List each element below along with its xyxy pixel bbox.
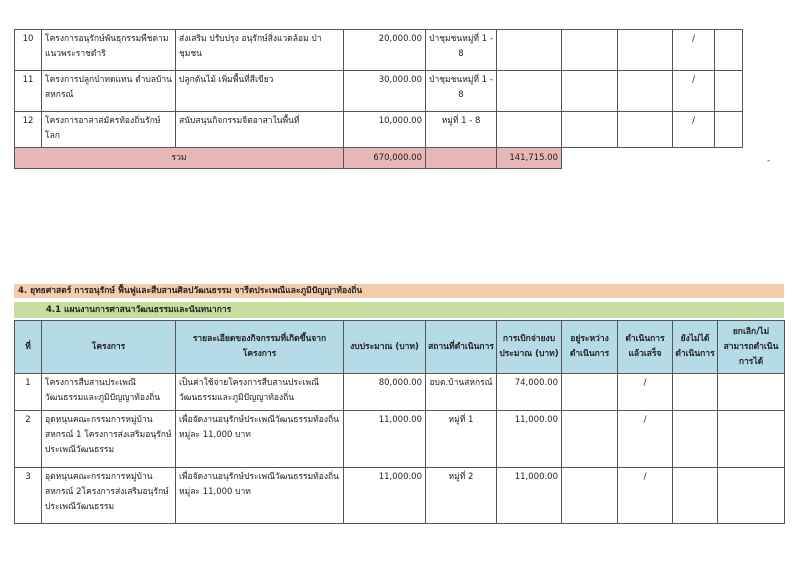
- total-spent: 141,715.00: [497, 148, 562, 169]
- header-place: สถานที่ดำเนินการ: [426, 321, 497, 374]
- in-progress-cell: [562, 411, 618, 468]
- not-yet-cell: [673, 374, 718, 411]
- table-row: [15, 30, 743, 71]
- project-name: โครงการอนุรักษ์พันธุกรรมพืชตามแนวพระราชดำริ: [42, 30, 176, 71]
- row-number: 3: [15, 468, 42, 524]
- total-budget: 670,000.00: [344, 148, 426, 169]
- row-number: 1: [15, 374, 42, 411]
- cancelled-cell: [715, 30, 743, 71]
- table-row: [15, 71, 743, 112]
- done-cell: [618, 71, 673, 112]
- spent-cell: [497, 112, 562, 148]
- table-row: [15, 468, 785, 524]
- total-label: รวม: [15, 148, 344, 169]
- project-detail: เป็นค่าใช้จ่ายโครงการสืบสานประเพณีวัฒนธรรมและภูมิปัญญาท้องถิ่น: [176, 374, 344, 411]
- row-number: 11: [15, 71, 42, 112]
- total-row: [15, 148, 743, 169]
- budget-cell: 11,000.00: [344, 411, 426, 468]
- not-yet-cell: [673, 411, 718, 468]
- project-name: อุดหนุนคณะกรรมการหมู่บ้านสหกรณ์ 1 โครงการส่งเสริมอนุรักษ์ประเพณีวัฒนธรรม: [42, 411, 176, 468]
- total-place-cell: [426, 148, 497, 169]
- done-cell: /: [618, 374, 673, 411]
- cancelled-cell: [718, 374, 785, 411]
- cancelled-cell: [718, 468, 785, 524]
- place-cell: หมู่ที่ 2: [426, 468, 497, 524]
- row-number: 10: [15, 30, 42, 71]
- header-detail: รายละเอียดของกิจกรรมที่เกิดขึ้นจากโครงการ: [176, 321, 344, 374]
- in-progress-cell: [562, 374, 618, 411]
- budget-cell: 11,000.00: [344, 468, 426, 524]
- place-cell: ป่าชุมชนหมู่ที่ 1 - 8: [426, 71, 497, 112]
- top-table: [14, 29, 743, 169]
- project-detail: ปลูกต้นไม้ เพิ่มพื้นที่สีเขียว: [176, 71, 344, 112]
- spent-cell: 11,000.00: [497, 411, 562, 468]
- done-cell: [618, 112, 673, 148]
- project-name: โครงการปลูกป่าทดแทน ตำบลบ้านสหกรณ์: [42, 71, 176, 112]
- budget-cell: 30,000.00: [344, 71, 426, 112]
- trailing-dash: -: [767, 156, 771, 166]
- place-cell: หมู่ที่ 1: [426, 411, 497, 468]
- budget-cell: 80,000.00: [344, 374, 426, 411]
- cancelled-cell: [715, 71, 743, 112]
- project-name: โครงการอาสาสมัครท้องถิ่นรักษ์โลก: [42, 112, 176, 148]
- header-not-yet: ยังไม่ได้ดำเนินการ: [673, 321, 718, 374]
- in-progress-cell: [562, 30, 618, 71]
- not-yet-cell: /: [673, 30, 715, 71]
- not-yet-cell: /: [673, 71, 715, 112]
- not-yet-cell: [673, 468, 718, 524]
- budget-cell: 20,000.00: [344, 30, 426, 71]
- spent-cell: [497, 71, 562, 112]
- cancelled-cell: [715, 112, 743, 148]
- section-title: 4. ยุทธศาสตร์ การอนุรักษ์ ฟื้นฟูและสืบสานศิลปวัฒนธรรม จารีตประเพณีและภูมิปัญญาท้องถิ่น: [14, 284, 784, 298]
- place-cell: หมู่ที่ 1 - 8: [426, 112, 497, 148]
- row-number: 2: [15, 411, 42, 468]
- table-row: [15, 112, 743, 148]
- project-detail: สนับสนุนกิจกรรมจิตอาสาในพื้นที่: [176, 112, 344, 148]
- in-progress-cell: [562, 71, 618, 112]
- header-project: โครงการ: [42, 321, 176, 374]
- table-row: [15, 411, 785, 468]
- spent-cell: 74,000.00: [497, 374, 562, 411]
- header-in-progress: อยู่ระหว่างดำเนินการ: [562, 321, 618, 374]
- not-yet-cell: /: [673, 112, 715, 148]
- done-cell: /: [618, 468, 673, 524]
- header-no: ที่: [15, 321, 42, 374]
- done-cell: [618, 30, 673, 71]
- spent-cell: 11,000.00: [497, 468, 562, 524]
- subsection-title: 4.1 แผนงานการศาสนาวัฒนธรรมและนันทนาการ: [14, 302, 784, 318]
- place-cell: ป่าชุมชนหมู่ที่ 1 - 8: [426, 30, 497, 71]
- table-row: [15, 374, 785, 411]
- project-detail: ส่งเสริม ปรับปรุง อนุรักษ์สิ่งแวดล้อม ป่าชุมชน: [176, 30, 344, 71]
- header-done: ดำเนินการแล้วเสร็จ: [618, 321, 673, 374]
- cancelled-cell: [718, 411, 785, 468]
- place-cell: อบต.บ้านสหกรณ์: [426, 374, 497, 411]
- spent-cell: [497, 30, 562, 71]
- in-progress-cell: [562, 468, 618, 524]
- header-budget: งบประมาณ (บาท): [344, 321, 426, 374]
- header-spent: การเบิกจ่ายงบประมาณ (บาท): [497, 321, 562, 374]
- header-cancelled: ยกเลิก/ไม่สามารถดำเนินการได้: [718, 321, 785, 374]
- row-number: 12: [15, 112, 42, 148]
- project-detail: เพื่อจัดงานอนุรักษ์ประเพณีวัฒนธรรมท้องถิ่นหมู่ละ 11,000 บาท: [176, 411, 344, 468]
- done-cell: /: [618, 411, 673, 468]
- header-row: [15, 321, 785, 374]
- bottom-table: [14, 320, 785, 524]
- project-name: โครงการสืบสานประเพณีวัฒนธรรมและภูมิปัญญาท้องถิ่น: [42, 374, 176, 411]
- in-progress-cell: [562, 112, 618, 148]
- project-detail: เพื่อจัดงานอนุรักษ์ประเพณีวัฒนธรรมท้องถิ่นหมู่ละ 11,000 บาท: [176, 468, 344, 524]
- project-name: อุดหนุนคณะกรรมการหมู่บ้านสหกรณ์ 2โครงการส่งเสริมอนุรักษ์ประเพณีวัฒนธรรม: [42, 468, 176, 524]
- budget-cell: 10,000.00: [344, 112, 426, 148]
